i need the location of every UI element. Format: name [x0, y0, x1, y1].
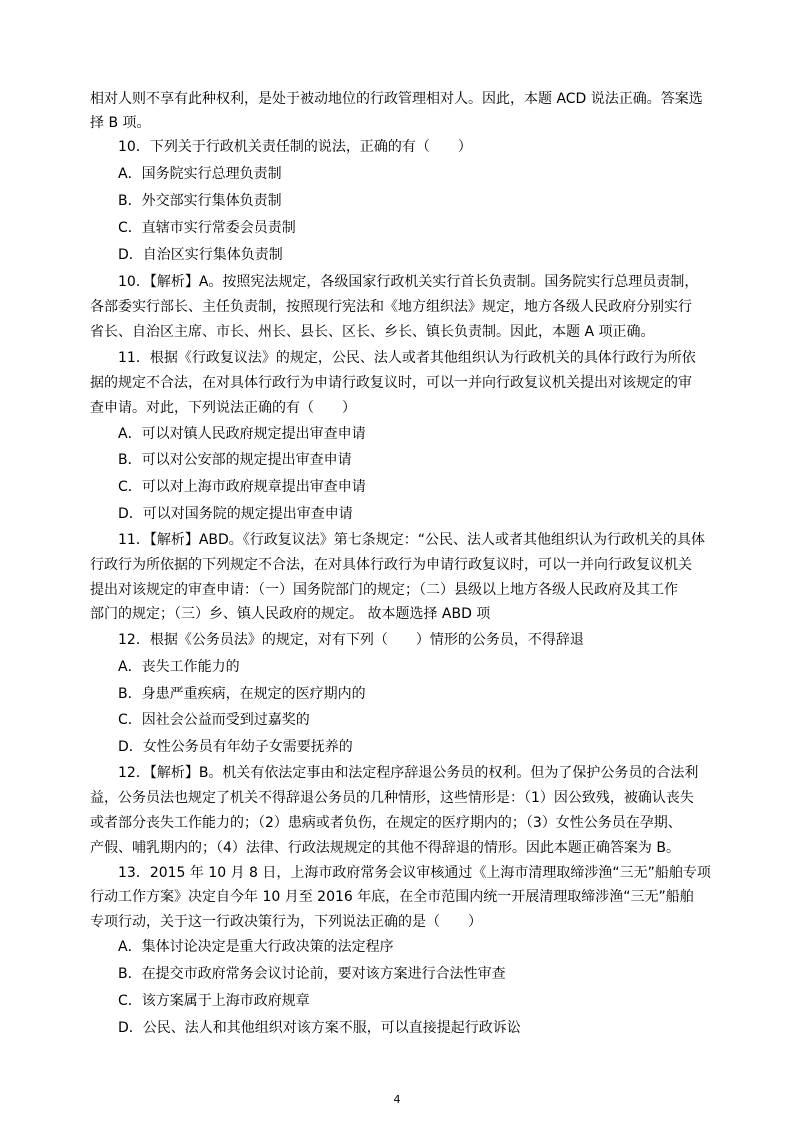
option-a: A．可以对镇人民政府规定提出审查申请 [118, 426, 366, 442]
text-line: 择 B 项。 [90, 115, 151, 131]
text-line: 相对人则不享有此种权利，是处于被动地位的行政管理相对人。因此，本题 ACD 说法正确。答案选 [90, 91, 703, 107]
question-11: 11．根据《行政复议法》的规定，公民、法人或者其他组织认为行政机关的具体行政行为所依 [118, 350, 696, 366]
option-d: D．可以对国务院的规定提出审查申请 [118, 506, 353, 522]
option-a: A．丧失工作能力的 [118, 659, 240, 675]
page-number: 4 [393, 1093, 401, 1106]
text-line: 行动工作方案》决定自今年 10 月至 2016 年底，在全市范围内统一开展清理取缔涉渔“三无”船舶 [90, 889, 694, 905]
analysis-12: 12．【解析】B。机关有依法定事由和法定程序辞退公务员的权利。但为了保护公务员的合法利 [118, 765, 699, 781]
text-line: 专项行动，关于这一行政决策行为，下列说法正确的是（ ） [90, 914, 482, 930]
text-line: 提出对该规定的审查申请：（一）国务院部门的规定；（二）县级以上地方各级人民政府及其工作 [90, 582, 678, 598]
question-12: 12．根据《公务员法》的规定，对有下列（ ）情形的公务员，不得辞退 [118, 632, 584, 648]
option-d: D．自治区实行集体负责制 [118, 247, 283, 263]
text-line: 或者部分丧失工作能力的；（2）患病或者负伤，在规定的医疗期内的；（3）女性公务员在孕期、 [90, 815, 682, 831]
option-c: C．直辖市实行常委会员责制 [118, 220, 296, 236]
option-b: B．可以对公安部的规定提出审查申请 [118, 452, 352, 468]
option-b: B．外交部实行集体负责制 [118, 193, 282, 209]
text-line: 产假、哺乳期内的；（4）法律、行政法规规定的其他不得辞退的情形。因此本题正确答案为 B。 [90, 840, 680, 856]
text-line: 据的规定不合法，在对具体行政行为申请行政复议时，可以一并向行政复议机关提出对该规定的审 [90, 375, 692, 391]
option-c: C．可以对上海市政府规章提出审查申请 [118, 479, 366, 495]
analysis-10: 10．【解析】A。按照宪法规定，各级国家行政机关实行首长负责制。国务院实行总理员责制， [118, 274, 699, 290]
option-a: A．国务院实行总理负责制 [118, 166, 282, 182]
option-c: C．该方案属于上海市政府规章 [118, 993, 310, 1009]
option-b: B．身患严重疾病，在规定的医疗期内的 [118, 686, 366, 702]
text-line: 行政行为所依据的下列规定不合法，在对具体行政行为申请行政复议时，可以一并向行政复议机关 [90, 557, 692, 573]
text-line: 部门的规定；（三）乡、镇人民政府的规定。 故本题选择 ABD 项 [90, 606, 491, 622]
option-d: D．女性公务员有年幼子女需要抚养的 [118, 739, 353, 755]
question-13: 13．2015 年 10 月 8 日，上海市政府常务会议审核通过《上海市清理取缔涉渔“三无”船舶专项 [118, 865, 711, 881]
text-line: 查申请。对此，下列说法正确的有（ ） [90, 400, 356, 416]
text-line: 各部委实行部长、主任负责制，按照现行宪法和《地方组织法》规定，地方各级人民政府分别实行 [90, 299, 692, 315]
option-c: C．因社会公益而受到过嘉奖的 [118, 712, 310, 728]
question-10: 10．下列关于行政机关责任制的说法，正确的有（ ） [118, 139, 472, 155]
text-line: 益，公务员法也规定了机关不得辞退公务员的几种情形，这些情形是：（1）因公致残，被确认丧失 [90, 790, 694, 806]
analysis-11: 11．【解析】ABD。《行政复议法》第七条规定：“公民、法人或者其他组织认为行政机关的具体 [118, 532, 706, 548]
option-a: A．集体讨论决定是重大行政决策的法定程序 [118, 939, 394, 955]
text-line: 省长、自治区主席、市长、州长、县长、区长、乡长、镇长负责制。因此，本题 A 项正确。 [90, 324, 655, 340]
option-d: D．公民、法人和其他组织对该方案不服，可以直接提起行政诉讼 [118, 1020, 521, 1036]
option-b: B．在提交市政府常务会议讨论前，要对该方案进行合法性审查 [118, 966, 506, 982]
